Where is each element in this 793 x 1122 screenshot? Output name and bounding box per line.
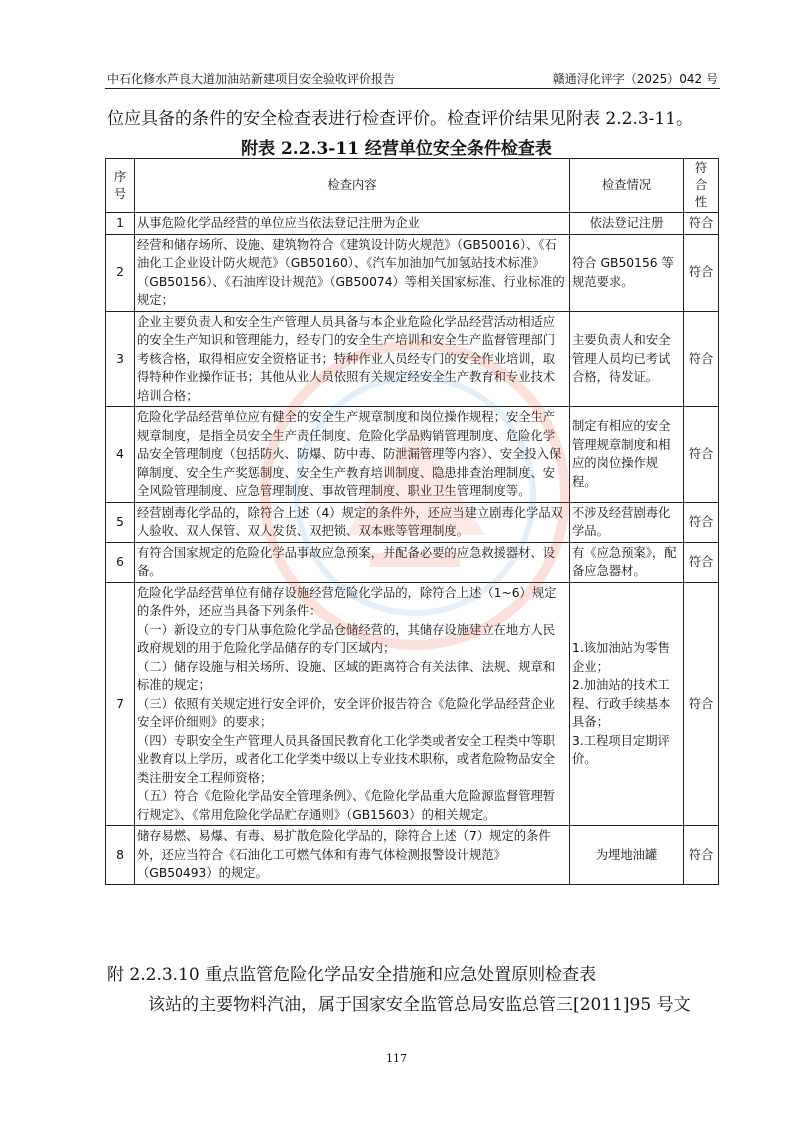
row-content: 从事危险化学品经营的单位应当依法登记注册为企业 xyxy=(135,213,570,235)
row-content-line: （三）依照有关规定进行安全评价，安全评价报告符合《危险化学品经营企业安全评价细则》的要求； xyxy=(137,696,556,729)
row-result: 符合 xyxy=(684,502,719,542)
table-row xyxy=(106,826,719,885)
row-content xyxy=(135,582,570,826)
row-content: 有符合国家规定的危险化学品事故应急预案，并配备必要的应急救援器材、设备。 xyxy=(135,542,570,582)
row-result: 符合 xyxy=(684,234,719,311)
row-status: 不涉及经营剧毒化学品。 xyxy=(570,502,684,542)
row-result: 符合 xyxy=(684,542,719,582)
row-status: 符合 GB50156 等规范要求。 xyxy=(570,234,684,311)
row-status-line: 1.该加油站为零售企业； xyxy=(572,641,670,674)
row-content-line: （一）新设立的专门从事危险化学品仓储经营的，其储存设施建立在地方人民政府规划的用于危险化学品储存的专门区域内； xyxy=(137,622,556,655)
header-content: 检查内容 xyxy=(135,159,570,213)
row-status-line: 3.工程项目定期评价。 xyxy=(572,733,670,766)
intro-text: 位应具备的条件的安全检查表进行检查评价。检查评价结果见附表 2.2.3-11。 xyxy=(107,109,694,129)
row-content: 储存易燃、易爆、有毒、易扩散危险化学品的，除符合上述（7）规定的条件外，还应当符合《石油化工可燃气体和有毒气体检测报警设计规范》（GB50493）的规定。 xyxy=(135,826,570,885)
table-row xyxy=(106,213,719,235)
row-no: 8 xyxy=(106,826,135,885)
body-paragraph: 该站的主要物料汽油，属于国家安全监管总局安监总管三[2011]95 号文 xyxy=(148,995,691,1015)
row-result: 符合 xyxy=(684,407,719,503)
table-header-row xyxy=(106,159,719,213)
header-report-title: 中石化修水芦良大道加油站新建项目安全验收评价报告 xyxy=(107,72,396,86)
row-content: 经营和储存场所、设施、建筑物符合《建筑设计防火规范》（GB50016）、《石油化工企业设计防火规范》（GB50160）、《汽车加油加气加氢站技术标准》（GB50156）、《石油库设计规范》（GB50074）等相关国家标准、行业标准的规定； xyxy=(135,234,570,311)
row-no: 5 xyxy=(106,502,135,542)
row-no: 3 xyxy=(106,311,135,407)
row-no: 2 xyxy=(106,234,135,311)
row-status: 为埋地油罐 xyxy=(570,826,684,885)
row-no: 7 xyxy=(106,582,135,826)
row-content: 经营剧毒化学品的，除符合上述（4）规定的条件外，还应当建立剧毒化学品双人验收、双人保管、双人发货、双把锁、双本账等管理制度。 xyxy=(135,502,570,542)
table-row xyxy=(106,234,719,311)
inspection-table xyxy=(105,158,719,885)
section-subheading: 附 2.2.3.10 重点监管危险化学品安全措施和应急处置原则检查表 xyxy=(107,965,597,985)
row-content-line: （二）储存设施与相关场所、设施、区域的距离符合有关法律、法规、规章和标准的规定； xyxy=(137,659,556,692)
header-divider xyxy=(105,88,720,89)
row-result: 符合 xyxy=(684,213,719,235)
row-content-line: 危险化学品经营单位有储存设施经营危险化学品的，除符合上述（1~6）规定的条件外，还应当具备下列条件： xyxy=(137,585,557,618)
row-status: 制定有相应的安全管理规章制度和相应的岗位操作规程。 xyxy=(570,407,684,503)
page-number: 117 xyxy=(386,1052,407,1065)
table-row xyxy=(106,311,719,407)
row-result: 符合 xyxy=(684,311,719,407)
header-result: 符合性 xyxy=(684,159,719,213)
row-no: 4 xyxy=(106,407,135,503)
row-status xyxy=(570,582,684,826)
row-content-line: （五）符合《危险化学品安全管理条例》、《危险化学品重大危险源监督管理暂行规定》、《常用危险化学品贮存通则》（GB15603）的相关规定。 xyxy=(137,789,556,822)
row-status: 主要负责人和安全管理人员均已考试合格，待发证。 xyxy=(570,311,684,407)
row-no: 1 xyxy=(106,213,135,235)
table-row xyxy=(106,407,719,503)
table-row xyxy=(106,542,719,582)
row-content: 危险化学品经营单位应有健全的安全生产规章制度和岗位操作规程；安全生产规章制度，是指全员安全生产责任制度、危险化学品购销管理制度、危险化学品安全管理制度（包括防火、防爆、防中毒、防泄漏管理等内容）、安全投入保障制度、安全生产奖惩制度、安全生产教育培训制度、隐患排查治理制度、安全风险管理制度、应急管理制度、事故管理制度、职业卫生管理制度等。 xyxy=(135,407,570,503)
table-title: 附表 2.2.3-11 经营单位安全条件检查表 xyxy=(241,139,552,159)
row-status-line: 2.加油站的技术工程、行政手续基本具备； xyxy=(572,678,671,729)
row-result: 符合 xyxy=(684,582,719,826)
header-status: 检查情况 xyxy=(570,159,684,213)
header-no: 序号 xyxy=(106,159,135,213)
row-content: 企业主要负责人和安全生产管理人员具备与本企业危险化学品经营活动相适应的安全生产知识和管理能力，经专门的安全生产培训和安全生产监督管理部门考核合格，取得相应安全资格证书；特种作业人员经专门的安全作业培训，取得特种作业操作证书；其他从业人员依照有关规定经安全生产教育和专业技术培训合格； xyxy=(135,311,570,407)
row-status: 有《应急预案》，配备应急器材。 xyxy=(570,542,684,582)
header-report-number: 赣通浔化评字（2025）042 号 xyxy=(552,72,718,86)
row-result: 符合 xyxy=(684,826,719,885)
table-row xyxy=(106,582,719,826)
row-no: 6 xyxy=(106,542,135,582)
table-row xyxy=(106,502,719,542)
row-content-line: （四）专职安全生产管理人员具备国民教育化工化学类或者安全工程类中等职业教育以上学历，或者化工化学类中级以上专业技术职称，或者危险物品安全类注册安全工程师资格； xyxy=(137,733,556,785)
row-status: 依法登记注册 xyxy=(570,213,684,235)
